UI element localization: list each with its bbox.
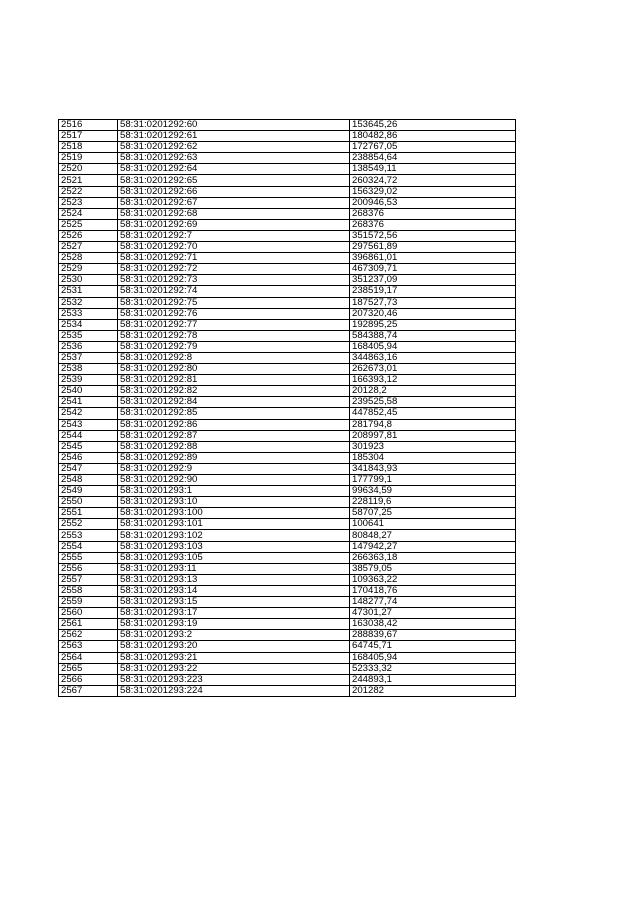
table-row [59,463,516,474]
row-number-cell: 2525 [59,219,118,230]
cadastral-number-cell: 58:31:0201292:80 [118,364,350,375]
row-number-cell: 2527 [59,242,118,253]
table-row [59,319,516,330]
cadastral-number-cell: 58:31:0201293:15 [118,597,350,608]
cadastral-number-cell: 58:31:0201293:10 [118,497,350,508]
cadastral-number-cell: 58:31:0201293:1 [118,486,350,497]
row-number-cell: 2534 [59,319,118,330]
cadastral-number-cell: 58:31:0201292:9 [118,463,350,474]
value-cell: 100641 [350,519,516,530]
value-cell: 180482,86 [350,131,516,142]
cadastral-number-cell: 58:31:0201293:223 [118,674,350,685]
cadastral-number-cell: 58:31:0201292:79 [118,341,350,352]
row-number-cell: 2540 [59,386,118,397]
cadastral-number-cell: 58:31:0201292:64 [118,164,350,175]
value-cell: 351572,56 [350,230,516,241]
value-cell: 138549,11 [350,164,516,175]
table-row [59,131,516,142]
cadastral-number-cell: 58:31:0201292:88 [118,441,350,452]
value-cell: 351237,09 [350,275,516,286]
table-row [59,441,516,452]
table-row [59,264,516,275]
row-number-cell: 2517 [59,131,118,142]
row-number-cell: 2546 [59,452,118,463]
row-number-cell: 2524 [59,208,118,219]
value-cell: 192895,25 [350,319,516,330]
table-row [59,597,516,608]
cadastral-number-cell: 58:31:0201292:62 [118,142,350,153]
value-cell: 207320,46 [350,308,516,319]
row-number-cell: 2563 [59,641,118,652]
row-number-cell: 2526 [59,230,118,241]
cadastral-number-cell: 58:31:0201292:8 [118,352,350,363]
table-row [59,508,516,519]
value-cell: 341843,93 [350,463,516,474]
row-number-cell: 2557 [59,574,118,585]
row-number-cell: 2555 [59,552,118,563]
row-number-cell: 2528 [59,253,118,264]
table-row [59,430,516,441]
value-cell: 200946,53 [350,197,516,208]
value-cell: 47301,27 [350,608,516,619]
cadastral-number-cell: 58:31:0201292:68 [118,208,350,219]
cadastral-number-cell: 58:31:0201292:90 [118,475,350,486]
row-number-cell: 2566 [59,674,118,685]
table-row [59,164,516,175]
cadastral-number-cell: 58:31:0201292:77 [118,319,350,330]
value-cell: 262673,01 [350,364,516,375]
value-cell: 168405,94 [350,652,516,663]
row-number-cell: 2560 [59,608,118,619]
value-cell: 20128,2 [350,386,516,397]
value-cell: 148277,74 [350,597,516,608]
value-cell: 208997,81 [350,430,516,441]
row-number-cell: 2552 [59,519,118,530]
value-cell: 201282 [350,685,516,696]
value-cell: 172767,05 [350,142,516,153]
cadastral-number-cell: 58:31:0201293:17 [118,608,350,619]
value-cell: 301923 [350,441,516,452]
row-number-cell: 2537 [59,352,118,363]
value-cell: 281794,8 [350,419,516,430]
cadastral-number-cell: 58:31:0201293:21 [118,652,350,663]
value-cell: 177799,1 [350,475,516,486]
value-cell: 238519,17 [350,286,516,297]
table-row [59,497,516,508]
row-number-cell: 2562 [59,630,118,641]
value-cell: 268376 [350,219,516,230]
row-number-cell: 2536 [59,341,118,352]
row-number-cell: 2518 [59,142,118,153]
cadastral-number-cell: 58:31:0201292:70 [118,242,350,253]
value-cell: 80848,27 [350,530,516,541]
value-cell: 168405,94 [350,341,516,352]
value-cell: 297561,89 [350,242,516,253]
row-number-cell: 2549 [59,486,118,497]
table-row [59,375,516,386]
row-number-cell: 2535 [59,330,118,341]
value-cell: 185304 [350,452,516,463]
cadastral-number-cell: 58:31:0201293:105 [118,552,350,563]
cadastral-number-cell: 58:31:0201292:7 [118,230,350,241]
table-row [59,341,516,352]
table-row [59,120,516,131]
value-cell: 52333,32 [350,663,516,674]
value-cell: 447852,45 [350,408,516,419]
table-row [59,308,516,319]
row-number-cell: 2539 [59,375,118,386]
table-row [59,175,516,186]
value-cell: 166393,12 [350,375,516,386]
cadastral-number-cell: 58:31:0201293:11 [118,563,350,574]
cadastral-number-cell: 58:31:0201292:82 [118,386,350,397]
table-row [59,153,516,164]
table-row [59,330,516,341]
table-row [59,608,516,619]
row-number-cell: 2530 [59,275,118,286]
cadastral-number-cell: 58:31:0201292:60 [118,120,350,131]
row-number-cell: 2559 [59,597,118,608]
cadastral-number-cell: 58:31:0201292:76 [118,308,350,319]
row-number-cell: 2545 [59,441,118,452]
cadastral-number-cell: 58:31:0201293:101 [118,519,350,530]
table-row [59,419,516,430]
cadastral-number-cell: 58:31:0201293:224 [118,685,350,696]
cadastral-number-cell: 58:31:0201292:63 [118,153,350,164]
row-number-cell: 2522 [59,186,118,197]
row-number-cell: 2538 [59,364,118,375]
row-number-cell: 2523 [59,197,118,208]
table-row [59,619,516,630]
value-cell: 58707,25 [350,508,516,519]
value-cell: 99634,59 [350,486,516,497]
row-number-cell: 2548 [59,475,118,486]
table-row [59,663,516,674]
value-cell: 38579,05 [350,563,516,574]
cadastral-number-cell: 58:31:0201293:102 [118,530,350,541]
cadastral-number-cell: 58:31:0201293:14 [118,585,350,596]
table-row [59,630,516,641]
value-cell: 288839,67 [350,630,516,641]
value-cell: 163038,42 [350,619,516,630]
table-row [59,186,516,197]
table-row [59,352,516,363]
row-number-cell: 2544 [59,430,118,441]
row-number-cell: 2561 [59,619,118,630]
table-row [59,230,516,241]
row-number-cell: 2558 [59,585,118,596]
value-cell: 344863,16 [350,352,516,363]
value-cell: 156329,02 [350,186,516,197]
table-row [59,297,516,308]
cadastral-number-cell: 58:31:0201292:67 [118,197,350,208]
table-row [59,208,516,219]
cadastral-number-cell: 58:31:0201292:73 [118,275,350,286]
table-row [59,652,516,663]
table-row [59,541,516,552]
cadastral-number-cell: 58:31:0201292:84 [118,397,350,408]
value-cell: 187527,73 [350,297,516,308]
table-row [59,364,516,375]
cadastral-number-cell: 58:31:0201292:81 [118,375,350,386]
table-row [59,563,516,574]
row-number-cell: 2516 [59,120,118,131]
cadastral-number-cell: 58:31:0201292:87 [118,430,350,441]
cadastral-number-cell: 58:31:0201293:19 [118,619,350,630]
table-body [59,120,516,697]
table-row [59,242,516,253]
row-number-cell: 2520 [59,164,118,175]
table-row [59,397,516,408]
cadastral-number-cell: 58:31:0201293:22 [118,663,350,674]
cadastral-number-cell: 58:31:0201292:86 [118,419,350,430]
value-cell: 396861,01 [350,253,516,264]
row-number-cell: 2551 [59,508,118,519]
row-number-cell: 2529 [59,264,118,275]
table-row [59,486,516,497]
table-row [59,530,516,541]
cadastral-number-cell: 58:31:0201293:20 [118,641,350,652]
cadastral-number-cell: 58:31:0201293:100 [118,508,350,519]
cadastral-number-cell: 58:31:0201293:103 [118,541,350,552]
value-cell: 260324,72 [350,175,516,186]
table-row [59,386,516,397]
row-number-cell: 2564 [59,652,118,663]
cadastral-number-cell: 58:31:0201292:66 [118,186,350,197]
value-cell: 244893,1 [350,674,516,685]
cadastral-number-cell: 58:31:0201292:89 [118,452,350,463]
value-cell: 147942,27 [350,541,516,552]
table-row [59,519,516,530]
table-row [59,219,516,230]
row-number-cell: 2541 [59,397,118,408]
table-row [59,674,516,685]
row-number-cell: 2553 [59,530,118,541]
cadastral-number-cell: 58:31:0201292:72 [118,264,350,275]
row-number-cell: 2547 [59,463,118,474]
value-cell: 64745,71 [350,641,516,652]
table-row [59,641,516,652]
row-number-cell: 2519 [59,153,118,164]
cadastral-number-cell: 58:31:0201292:78 [118,330,350,341]
table-row [59,552,516,563]
cadastral-value-table [58,119,516,697]
row-number-cell: 2567 [59,685,118,696]
table-row [59,253,516,264]
row-number-cell: 2550 [59,497,118,508]
cadastral-number-cell: 58:31:0201293:2 [118,630,350,641]
table-row [59,452,516,463]
cadastral-number-cell: 58:31:0201292:65 [118,175,350,186]
row-number-cell: 2532 [59,297,118,308]
row-number-cell: 2543 [59,419,118,430]
table-row [59,275,516,286]
table-row [59,585,516,596]
value-cell: 153645,26 [350,120,516,131]
row-number-cell: 2531 [59,286,118,297]
value-cell: 239525,58 [350,397,516,408]
cadastral-number-cell: 58:31:0201293:13 [118,574,350,585]
table-row [59,286,516,297]
value-cell: 228119,6 [350,497,516,508]
row-number-cell: 2521 [59,175,118,186]
value-cell: 266363,18 [350,552,516,563]
cadastral-number-cell: 58:31:0201292:74 [118,286,350,297]
value-cell: 467309,71 [350,264,516,275]
table-row [59,574,516,585]
row-number-cell: 2542 [59,408,118,419]
row-number-cell: 2565 [59,663,118,674]
row-number-cell: 2533 [59,308,118,319]
value-cell: 109363,22 [350,574,516,585]
cadastral-number-cell: 58:31:0201292:69 [118,219,350,230]
table-row [59,197,516,208]
cadastral-number-cell: 58:31:0201292:61 [118,131,350,142]
row-number-cell: 2556 [59,563,118,574]
cadastral-number-cell: 58:31:0201292:75 [118,297,350,308]
table-row [59,475,516,486]
cadastral-number-cell: 58:31:0201292:85 [118,408,350,419]
row-number-cell: 2554 [59,541,118,552]
value-cell: 238854,64 [350,153,516,164]
table-row [59,685,516,696]
value-cell: 268376 [350,208,516,219]
value-cell: 170418,76 [350,585,516,596]
cadastral-number-cell: 58:31:0201292:71 [118,253,350,264]
value-cell: 584388,74 [350,330,516,341]
table-row [59,142,516,153]
table-row [59,408,516,419]
